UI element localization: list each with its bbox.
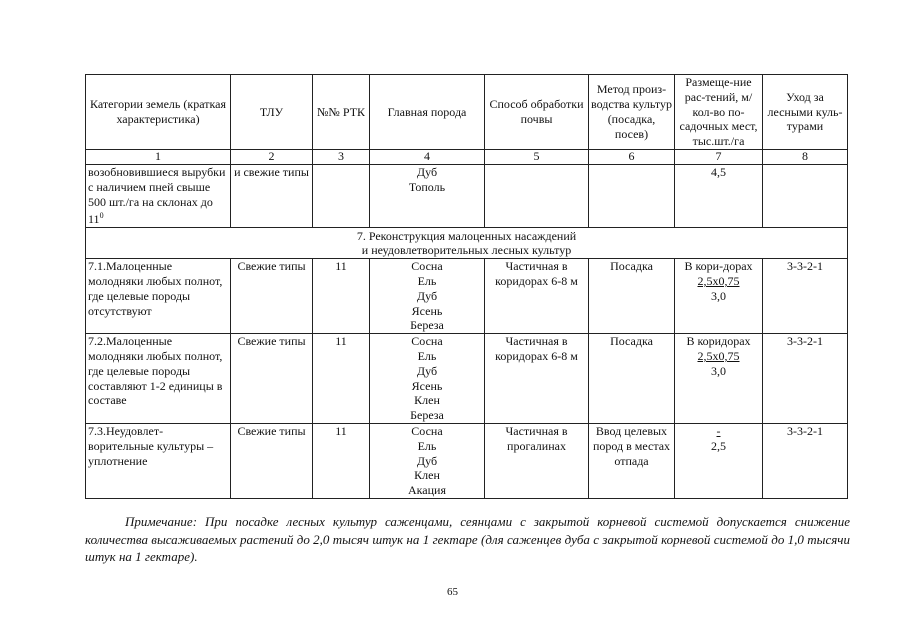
placement-line: В коридорах — [686, 334, 751, 349]
header-rtk: №№ РТК — [313, 75, 370, 150]
cell-rtk: 11 — [313, 423, 370, 498]
section-title-line: 7. Реконструкция малоценных насаждений — [356, 228, 577, 243]
cell-category: 7.3.Неудовлет-ворительные культуры – уплотнение — [86, 423, 231, 498]
cell-placement — [675, 259, 763, 334]
species-item: Сосна — [411, 423, 443, 438]
cell-category — [86, 165, 231, 228]
placement-line: 2,5x0,75 — [697, 273, 740, 288]
header-tlu: ТЛУ — [231, 75, 313, 150]
header-care: Уход за лесными куль-турами — [763, 75, 848, 150]
species-item: Ель — [417, 438, 437, 453]
column-number: 4 — [370, 150, 485, 165]
forest-culture-table — [85, 74, 848, 499]
footnote-note: Примечание: При посадке лесных культур саженцами, сеянцами с закрытой корневой системой допускается снижение количества высаживаемых растений до 2,0 тысяч штук на 1 гектаре (для саженцев дуба с закрытой корневой системой до 1,0 тысячи штук на 1 гектаре). — [85, 514, 850, 564]
species-item: Дуб — [416, 288, 438, 303]
cell-soil: Частичная в прогалинах — [485, 423, 589, 498]
cell-placement — [675, 334, 763, 424]
header-row — [86, 75, 848, 150]
placement-line: - — [716, 423, 721, 438]
cell-method: Посадка — [589, 334, 675, 424]
species-item: Дуб — [416, 165, 438, 179]
section-title-row — [86, 228, 848, 259]
column-number: 8 — [763, 150, 848, 165]
cell-rtk — [313, 165, 370, 228]
cell-care: 3-3-2-1 — [763, 423, 848, 498]
placement-line: 2,5 — [711, 438, 726, 453]
species-item: Ель — [417, 273, 437, 288]
cell-method: Посадка — [589, 259, 675, 334]
cell-tlu: Свежие типы — [231, 259, 313, 334]
section-title-line: и неудовлетворительных лесных культур — [361, 243, 572, 258]
column-number: 2 — [231, 150, 313, 165]
cell-species — [370, 259, 485, 334]
species-item: Акация — [407, 483, 446, 498]
placement-line: 2,5x0,75 — [697, 348, 740, 363]
cell-care: 3-3-2-1 — [763, 259, 848, 334]
cell-placement: 4,5 — [675, 165, 763, 228]
species-item: Клен — [414, 468, 440, 483]
placement-line: В кори-дорах — [684, 259, 753, 274]
cell-soil: Частичная в коридорах 6-8 м — [485, 259, 589, 334]
placement-line: 3,0 — [711, 288, 726, 303]
cell-tlu: Свежие типы — [231, 423, 313, 498]
species-item: Дуб — [416, 363, 438, 378]
species-item: Клен — [414, 393, 440, 408]
column-number: 1 — [86, 150, 231, 165]
cell-method: Ввод целевых пород в местах отпада — [589, 423, 675, 498]
cell-care: 3-3-2-1 — [763, 334, 848, 424]
header-placement: Размеще-ние рас-тений, м/ кол-во по-садочных мест, тыс.шт./га — [675, 75, 763, 150]
header-soil-treatment: Способ обработки почвы — [485, 75, 589, 150]
column-number: 6 — [589, 150, 675, 165]
species-item: Дуб — [416, 453, 438, 468]
cell-soil — [485, 165, 589, 228]
column-number: 5 — [485, 150, 589, 165]
table-row-continued — [86, 165, 848, 228]
cell-placement — [675, 423, 763, 498]
cell-species — [370, 165, 485, 228]
cell-species — [370, 423, 485, 498]
cell-category: 7.1.Малоценные молодняки любых полнот, где целевые породы отсутствуют — [86, 259, 231, 334]
cell-tlu: Свежие типы — [231, 334, 313, 424]
species-item: Береза — [410, 408, 444, 423]
cell-tlu: и свежие типы — [231, 165, 313, 228]
cell-species — [370, 334, 485, 424]
cell-category: 7.2.Малоценные молодняки любых полнот, где целевые породы составляют 1-2 единицы в составе — [86, 334, 231, 424]
species-item: Тополь — [408, 179, 446, 194]
species-item: Ясень — [411, 303, 443, 318]
table-row — [86, 259, 848, 334]
cell-method — [589, 165, 675, 228]
header-production-method: Метод произ-водства культур (посадка, посев) — [589, 75, 675, 150]
header-category: Категории земель (краткая характеристика) — [86, 75, 231, 150]
species-item: Сосна — [411, 259, 443, 274]
header-main-species: Главная порода — [370, 75, 485, 150]
species-item: Береза — [410, 318, 444, 333]
category-text: возобновившиеся вырубки с наличием пней свыше 500 шт./га на склонах до 11 — [88, 165, 226, 227]
cell-care — [763, 165, 848, 228]
cell-rtk: 11 — [313, 259, 370, 334]
cell-soil: Частичная в коридорах 6-8 м — [485, 334, 589, 424]
column-number: 3 — [313, 150, 370, 165]
table-row — [86, 334, 848, 424]
cell-rtk: 11 — [313, 334, 370, 424]
species-item: Ясень — [411, 378, 443, 393]
column-number: 7 — [675, 150, 763, 165]
table-row — [86, 423, 848, 498]
column-number-row — [86, 150, 848, 165]
species-item: Ель — [417, 348, 437, 363]
species-item: Сосна — [411, 334, 443, 349]
degree-superscript: 0 — [99, 211, 104, 221]
placement-line: 3,0 — [711, 363, 726, 378]
section-title — [86, 228, 848, 259]
page-number: 65 — [447, 586, 458, 598]
